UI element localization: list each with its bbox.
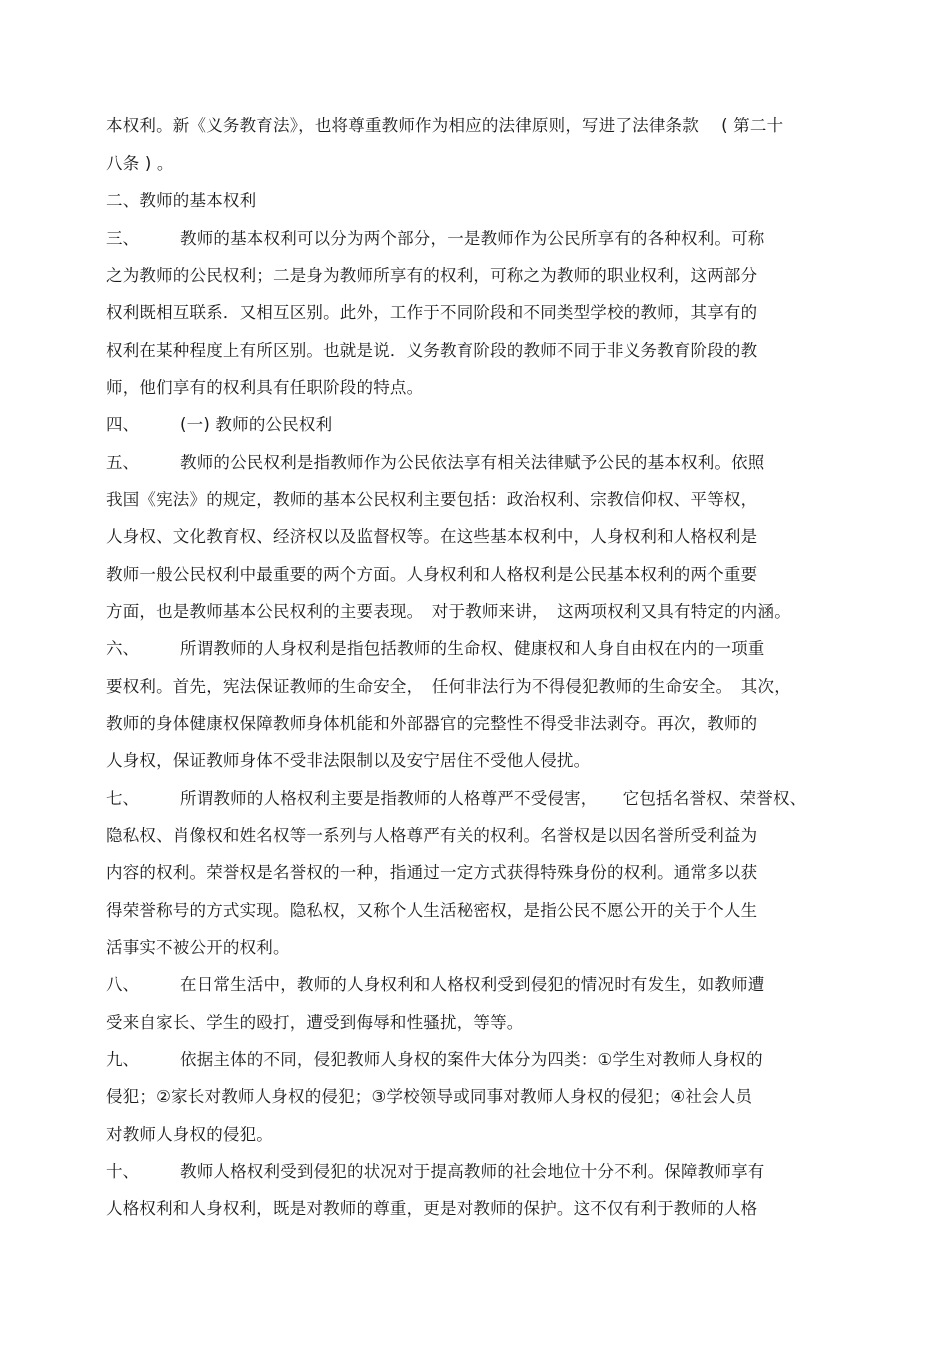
text-line: 活事实不被公开的权利。: [106, 938, 290, 957]
text-line: 方面，也是教师基本公民权利的主要表现。 对于教师来讲， 这两项权利又具有特定的内涵。: [106, 602, 791, 621]
text-line: 权利既相互联系．又相互区别。此外，工作于不同阶段和不同类型学校的教师，其享有的: [106, 303, 758, 322]
text-line: 师，他们享有的权利具有任职阶段的特点。: [106, 378, 424, 397]
text-line: 所谓教师的人格权利主要是指教师的人格尊严不受侵害， 它包括名誉权、荣誉权、: [180, 789, 807, 808]
paragraph-number: 十、: [106, 1162, 139, 1181]
text-line: 我国《宪法》的规定，教师的基本公民权利主要包括：政治权利、宗教信仰权、平等权，: [106, 490, 758, 509]
text-line: 所谓教师的人身权利是指包括教师的生命权、健康权和人身自由权在内的一项重: [180, 639, 765, 658]
paragraph-number: 八、: [106, 975, 139, 994]
paragraph-number: 四、: [106, 415, 139, 434]
text-line: 隐私权、肖像权和姓名权等一系列与人格尊严有关的权利。名誉权是以因名誉所受利益为: [106, 826, 758, 845]
text-line: 内容的权利。荣誉权是名誉权的一种，指通过一定方式获得特殊身份的权利。通常多以获: [106, 863, 758, 882]
text-line: 依据主体的不同，侵犯教师人身权的案件大体分为四类：①学生对教师人身权的: [180, 1050, 763, 1069]
subsection-heading: (一) 教师的公民权利: [180, 415, 333, 434]
text-line: 人身权、文化教育权、经济权以及监督权等。在这些基本权利中，人身权利和人格权利是: [106, 527, 758, 546]
text-line: 教师的公民权利是指教师作为公民依法享有相关法律赋予公民的基本权利。依照: [180, 453, 765, 472]
text-line: 之为教师的公民权利；二是身为教师所享有的权利，可称之为教师的职业权利，这两部分: [106, 266, 758, 285]
paragraph-number: 五、: [106, 453, 139, 472]
text-line: 要权利。首先，宪法保证教师的生命安全， 任何非法行为不得侵犯教师的生命安全。 其次，: [106, 677, 791, 696]
text-line: 教师的基本权利可以分为两个部分，一是教师作为公民所享有的各种权利。可称: [180, 229, 765, 248]
paragraph-number: 三、: [106, 229, 139, 248]
paragraph-number: 七、: [106, 789, 139, 808]
text-line: 得荣誉称号的方式实现。隐私权，又称个人生活秘密权，是指公民不愿公开的关于个人生: [106, 901, 758, 920]
text-line: 教师人格权利受到侵犯的状况对于提高教师的社会地位十分不利。保障教师享有: [180, 1162, 765, 1181]
text-line: 教师的身体健康权保障教师身体机能和外部器官的完整性不得受非法剥夺。再次，教师的: [106, 714, 758, 733]
paragraph-number: 六、: [106, 639, 139, 658]
text-line: 人格权利和人身权利，既是对教师的尊重，更是对教师的保护。这不仅有利于教师的人格: [106, 1199, 758, 1218]
text-line: 对教师人身权的侵犯。: [106, 1125, 273, 1144]
text-line: 八条 ) 。: [106, 154, 174, 173]
text-line: 权利在某种程度上有所区别。也就是说．义务教育阶段的教师不同于非义务教育阶段的教: [106, 341, 758, 360]
text-line: 人身权，保证教师身体不受非法限制以及安宁居住不受他人侵扰。: [106, 751, 591, 770]
text-line: 教师一般公民权利中最重要的两个方面。人身权利和人格权利是公民基本权利的两个重要: [106, 565, 758, 584]
section-heading: 二、教师的基本权利: [106, 191, 257, 210]
text-line: 受来自家长、学生的殴打，遭受到侮辱和性骚扰，等等。: [106, 1013, 524, 1032]
text-line: 在日常生活中，教师的人身权利和人格权利受到侵犯的情况时有发生，如教师遭: [180, 975, 765, 994]
paragraph-number: 九、: [106, 1050, 139, 1069]
text-line: 本权利。新《义务教育法》，也将尊重教师作为相应的法律原则，写进了法律条款 ( 第二十: [106, 116, 784, 135]
text-line: 侵犯；②家长对教师人身权的侵犯；③学校领导或同事对教师人身权的侵犯；④社会人员: [106, 1087, 753, 1106]
